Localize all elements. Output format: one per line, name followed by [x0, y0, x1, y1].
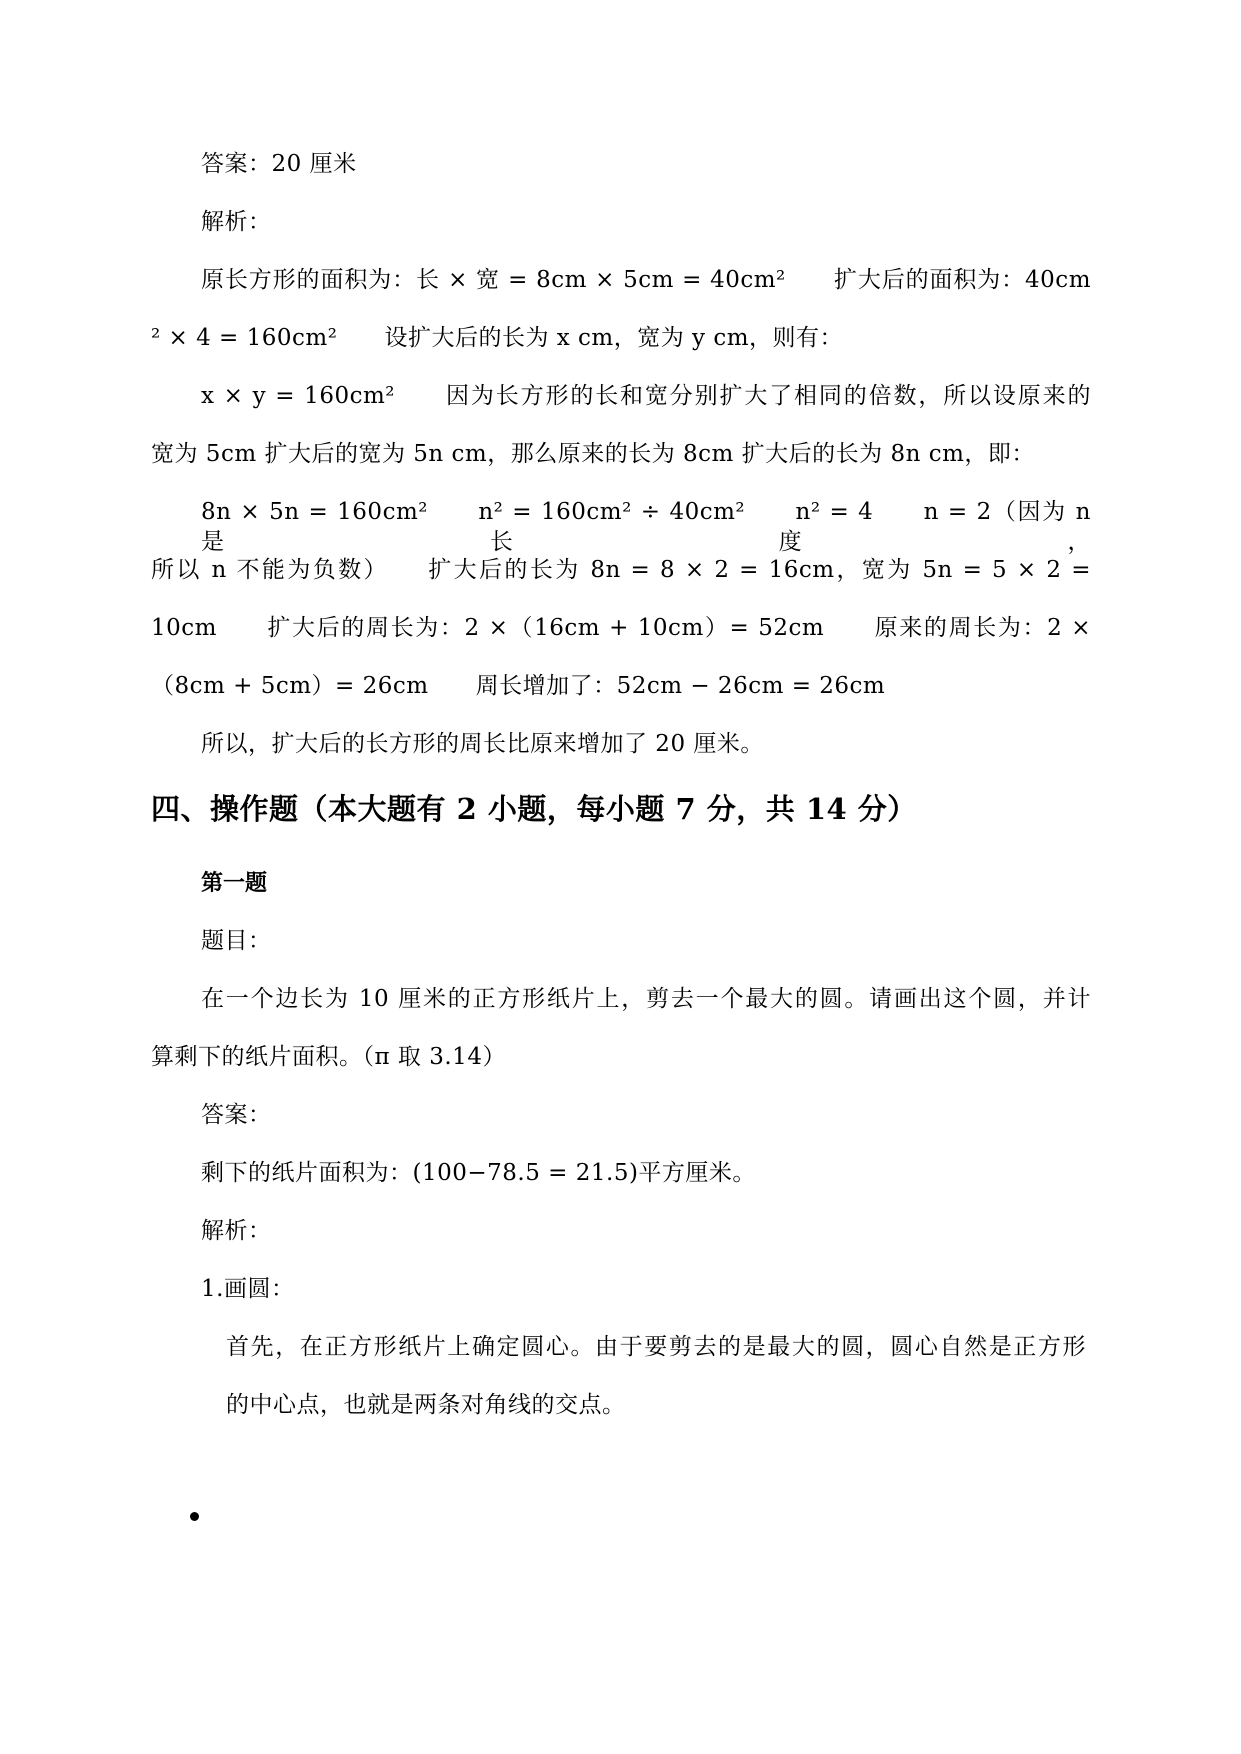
analysis-label: 解析：	[201, 209, 272, 235]
conclusion-line: 所以，扩大后的长方形的周长比原来增加了 20 厘米。	[201, 731, 764, 757]
bullet-icon	[190, 1512, 199, 1521]
analysis-label-2: 解析：	[201, 1218, 272, 1244]
analysis-text-4: 宽为 5cm 扩大后的宽为 5n cm，那么原来的长为 8cm 扩大后的长为 8n cm，即：	[151, 441, 1035, 467]
analysis-text-3: x × y = 160cm² 因为长方形的长和宽分别扩大了相同的倍数，所以设原来的	[201, 383, 1091, 409]
analysis-text-2: ² × 4 = 160cm² 设扩大后的长为 x cm，宽为 y cm，则有：	[151, 325, 844, 351]
section-heading: 四、操作题（本大题有 2 小题，每小题 7 分，共 14 分）	[151, 792, 917, 826]
answer-label: 答案：	[201, 1102, 272, 1128]
question-title: 第一题	[201, 870, 268, 896]
analysis-text-6: 所以 n 不能为负数） 扩大后的长为 8n = 8 × 2 = 16cm，宽为 5n = 5 × 2 =	[151, 557, 1091, 583]
analysis-text-8: （8cm + 5cm）= 26cm 周长增加了：52cm − 26cm = 26cm	[151, 673, 886, 699]
analysis-text-5: 8n × 5n = 160cm² n² = 160cm² ÷ 40cm² n² = 4 n = 2（因为 n 是长度，	[201, 499, 1091, 555]
analysis-text-7: 10cm 扩大后的周长为：2 ×（16cm + 10cm）= 52cm 原来的周长为：2 ×	[151, 615, 1091, 641]
bullet-text-1: 首先，在正方形纸片上确定圆心。由于要剪去的是最大的圆，圆心自然是正方形	[226, 1334, 1086, 1360]
question-label: 题目：	[201, 928, 272, 954]
question-text-2: 算剩下的纸片面积。（π 取 3.14）	[151, 1044, 506, 1070]
bullet-text-2: 的中心点，也就是两条对角线的交点。	[226, 1392, 626, 1418]
answer-text: 剩下的纸片面积为：(100−78.5 = 21.5)平方厘米。	[201, 1160, 756, 1186]
answer-line: 答案：20 厘米	[201, 151, 357, 177]
question-text-1: 在一个边长为 10 厘米的正方形纸片上，剪去一个最大的圆。请画出这个圆，并计	[201, 986, 1091, 1012]
analysis-text-1: 原长方形的面积为：长 × 宽 = 8cm × 5cm = 40cm² 扩大后的面积为：40cm	[201, 267, 1091, 293]
step-heading: 1.画圆：	[201, 1276, 295, 1302]
